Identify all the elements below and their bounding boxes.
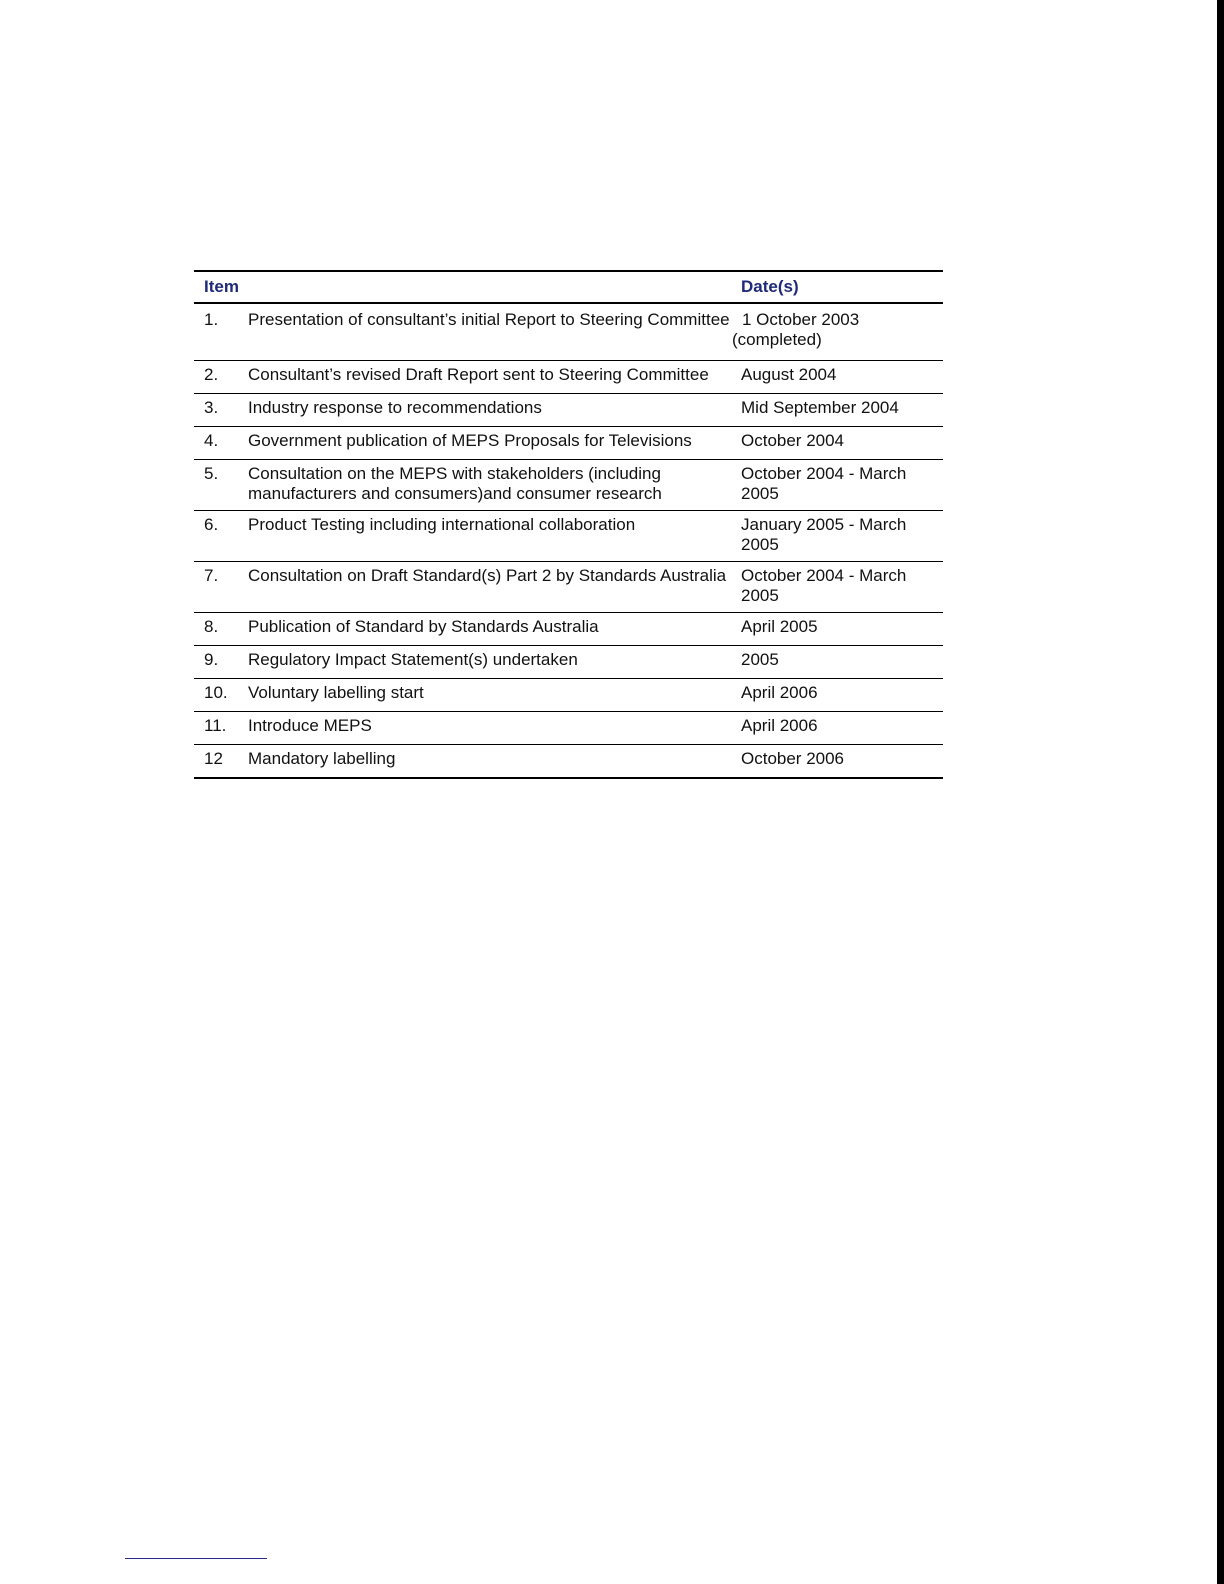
row-number: 5. (204, 464, 219, 483)
row-date-line-2: (completed) (732, 330, 822, 349)
row-description: Mandatory labelling (248, 749, 396, 768)
row-date: August 2004 (741, 365, 837, 384)
table-row (194, 679, 943, 712)
footnote-separator (125, 1558, 267, 1559)
table-row (194, 712, 943, 745)
row-date: April 2005 (741, 617, 818, 636)
row-description: Government publication of MEPS Proposals for Televisions (248, 431, 692, 450)
header-item: Item (204, 277, 239, 296)
schedule-table (194, 270, 943, 779)
table-header-row (194, 271, 943, 303)
table-row (194, 745, 943, 779)
row-number: 11. (204, 716, 227, 735)
row-number: 2. (204, 365, 219, 384)
row-number: 4. (204, 431, 219, 450)
row-date: October 2006 (741, 749, 845, 768)
row-number: 9. (204, 650, 219, 669)
row-number: 1. (204, 310, 219, 329)
row-date (731, 303, 943, 361)
row-description: Publication of Standard by Standards Australia (248, 617, 599, 636)
row-number: 10. (204, 683, 228, 702)
header-dates: Date(s) (741, 277, 799, 296)
row-date: October 2004 (741, 431, 845, 450)
page-edge-bar (1217, 0, 1224, 1584)
row-description: Product Testing including international collaboration (248, 515, 636, 534)
row-number: 3. (204, 398, 219, 417)
row-number: 8. (204, 617, 219, 636)
table-row (194, 394, 943, 427)
table-row (194, 460, 943, 511)
table-row (194, 613, 943, 646)
row-date: October 2004 - March 2005 (741, 464, 907, 503)
table-row (194, 562, 943, 613)
row-description: Industry response to recommendations (248, 398, 542, 417)
row-number: 7. (204, 566, 219, 585)
row-description: Consultant’s revised Draft Report sent to Steering Committee (248, 365, 709, 384)
row-number: 12 (204, 749, 223, 768)
row-description: Consultation on Draft Standard(s) Part 2 by Standards Australia (248, 566, 727, 585)
table-row (194, 303, 943, 361)
table-row (194, 427, 943, 460)
row-description: Introduce MEPS (248, 716, 372, 735)
row-date: October 2004 - March 2005 (741, 566, 907, 605)
table-row (194, 511, 943, 562)
row-date: April 2006 (741, 683, 818, 702)
row-description: Regulatory Impact Statement(s) undertaken (248, 650, 578, 669)
row-description: Consultation on the MEPS with stakeholders (including manufacturers and consumers)and consumer research (248, 464, 662, 503)
row-date: January 2005 - March 2005 (741, 515, 907, 554)
row-date: 2005 (741, 650, 779, 669)
row-date-line-1: 1 October 2003 (742, 310, 860, 329)
table-row (194, 361, 943, 394)
row-description: Presentation of consultant’s initial Report to Steering Committee (248, 310, 730, 329)
row-number: 6. (204, 515, 219, 534)
row-date: Mid September 2004 (741, 398, 899, 417)
row-description: Voluntary labelling start (248, 683, 424, 702)
row-date: April 2006 (741, 716, 818, 735)
table-row (194, 646, 943, 679)
